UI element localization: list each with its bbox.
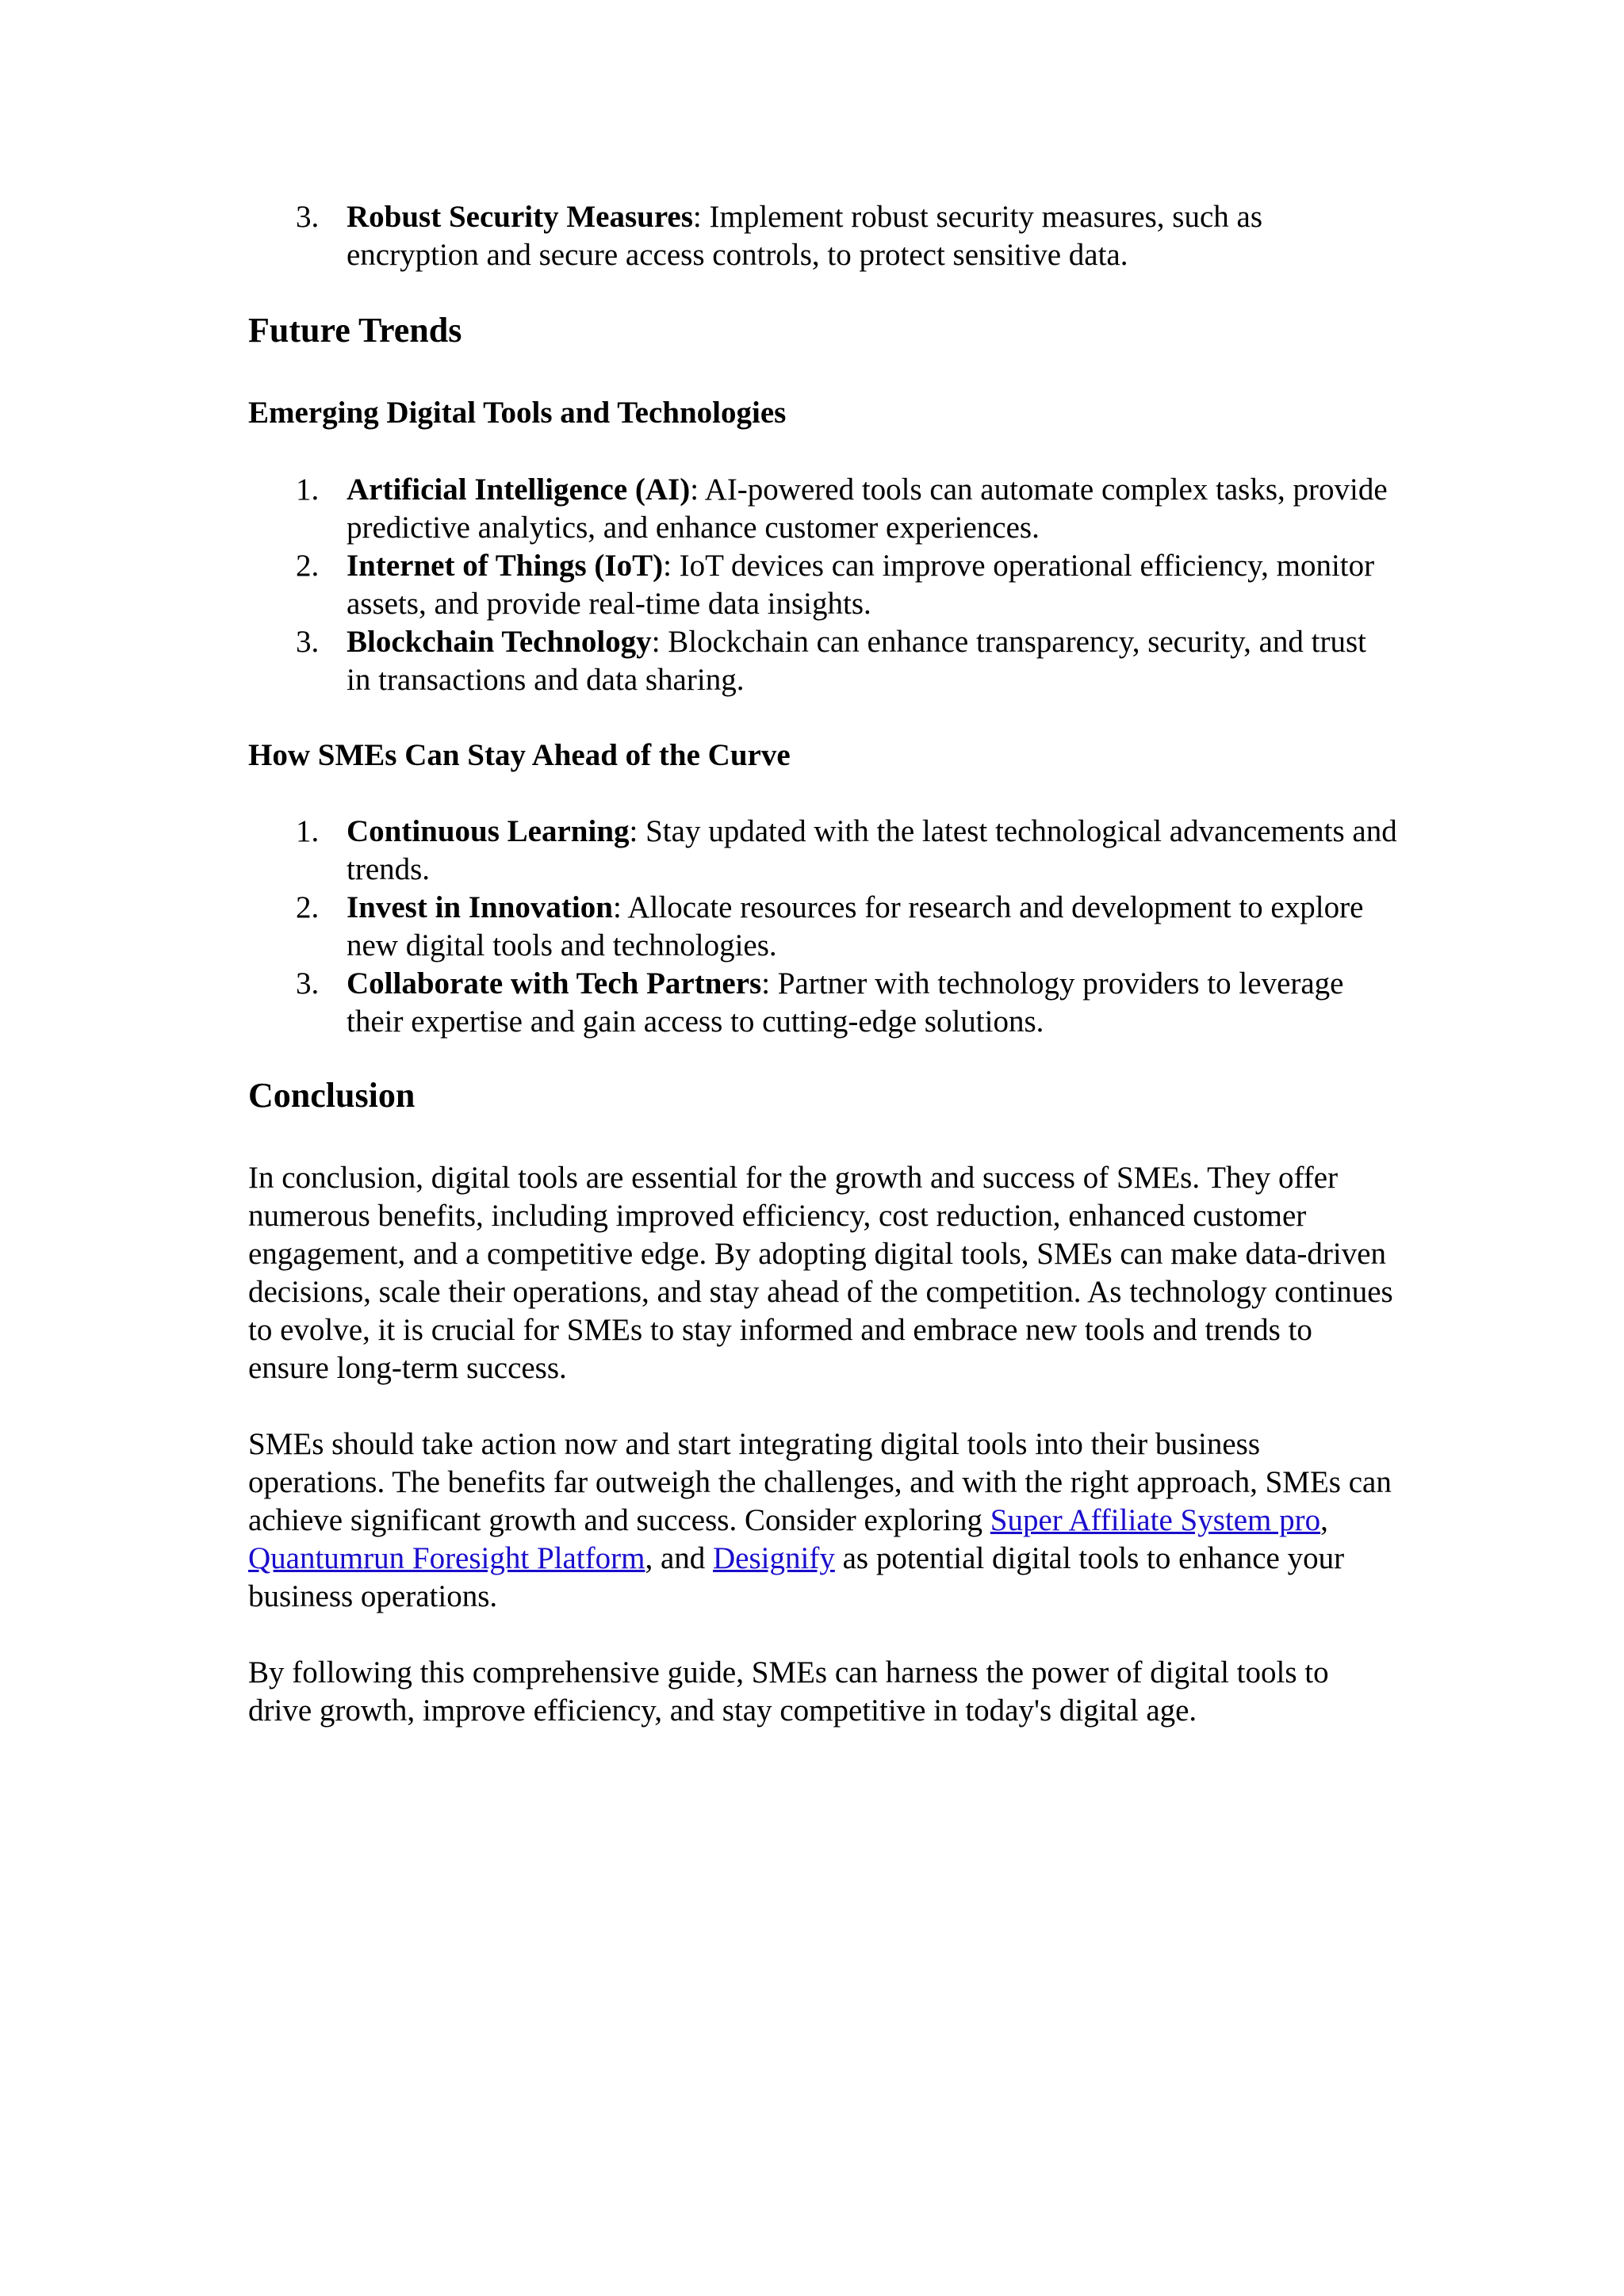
heading-future-trends: Future Trends bbox=[248, 311, 462, 350]
list-item-text: : Allocate resources for research and development to explore new digital tools and technologies. bbox=[347, 890, 1364, 962]
list-item-blockchain bbox=[248, 623, 1398, 699]
list-number: 2. bbox=[296, 549, 320, 583]
list-number: 3. bbox=[296, 966, 320, 1001]
list-number: 1. bbox=[296, 473, 320, 507]
list-item-text: : Stay updated with the latest technological advancements and trends. bbox=[347, 814, 1397, 886]
list-item-tech-partners bbox=[248, 965, 1398, 1041]
list-item-continuous-learning bbox=[248, 813, 1398, 889]
heading-emerging-tools: Emerging Digital Tools and Technologies bbox=[248, 396, 787, 430]
list-item-term: Continuous Learning bbox=[347, 814, 630, 848]
list-number: 3. bbox=[296, 625, 320, 659]
link-super-affiliate-system-pro[interactable]: Super Affiliate System pro bbox=[990, 1503, 1321, 1537]
paragraph-text: as potential digital tools to enhance your business operations. bbox=[248, 1541, 1345, 1613]
heading-stay-ahead: How SMEs Can Stay Ahead of the Curve bbox=[248, 738, 791, 772]
list-item-text: : Blockchain can enhance transparency, security, and trust in transactions and data sharing. bbox=[347, 625, 1367, 697]
list-item-term: Robust Security Measures bbox=[347, 200, 693, 234]
link-designify[interactable]: Designify bbox=[713, 1541, 835, 1575]
paragraph-text: , bbox=[1320, 1503, 1328, 1537]
list-item-text: : Partner with technology providers to leverage their expertise and gain access to cutting-edge solutions. bbox=[347, 966, 1344, 1039]
list-item-text: : AI-powered tools can automate complex tasks, provide predictive analytics, and enhance customer experiences. bbox=[347, 473, 1388, 545]
list-item-text: : Implement robust security measures, such as encryption and secure access controls, to protect sensitive data. bbox=[347, 200, 1262, 272]
list-number: 3. bbox=[296, 200, 320, 234]
list-item-ai bbox=[248, 471, 1398, 547]
emerging-tools-list bbox=[248, 471, 1398, 699]
list-number: 1. bbox=[296, 814, 320, 848]
list-number: 2. bbox=[296, 890, 320, 924]
list-item-invest-innovation bbox=[248, 889, 1398, 965]
paragraph-text: , and bbox=[645, 1541, 714, 1575]
list-item-term: Artificial Intelligence (AI) bbox=[347, 473, 691, 507]
list-item-term: Blockchain Technology bbox=[347, 625, 652, 659]
security-list bbox=[248, 198, 1398, 274]
stay-ahead-list bbox=[248, 813, 1398, 1041]
conclusion-paragraph-3: By following this comprehensive guide, SMEs can harness the power of digital tools to drive growth, improve efficiency, and stay competitive in today's digital age. bbox=[248, 1655, 1329, 1728]
list-item-iot bbox=[248, 547, 1398, 623]
link-quantumrun-foresight-platform[interactable]: Quantumrun Foresight Platform bbox=[248, 1541, 645, 1575]
paragraph-text: SMEs should take action now and start integrating digital tools into their business operations. The benefits far outweigh the challenges, and with the right approach, SMEs can achieve significant growth and success. Consider exploring bbox=[248, 1427, 1392, 1537]
list-item-robust-security bbox=[248, 198, 1398, 274]
list-item-term: Invest in Innovation bbox=[347, 890, 613, 924]
list-item-term: Internet of Things (IoT) bbox=[347, 549, 664, 583]
list-item-term: Collaborate with Tech Partners bbox=[347, 966, 762, 1001]
conclusion-paragraph-2 bbox=[248, 1425, 1398, 1616]
heading-conclusion: Conclusion bbox=[248, 1076, 416, 1115]
list-item-text: : IoT devices can improve operational efficiency, monitor assets, and provide real-time data insights. bbox=[347, 549, 1375, 621]
conclusion-paragraph-1: In conclusion, digital tools are essential for the growth and success of SMEs. They offer numerous benefits, including improved efficiency, cost reduction, enhanced customer engagement, and a competitive edge. By adopting digital tools, SMEs can make data-driven decisions, scale their operations, and stay ahead of the competition. As technology continues to evolve, it is crucial for SMEs to stay informed and embrace new tools and trends to ensure long-term success. bbox=[248, 1161, 1393, 1385]
